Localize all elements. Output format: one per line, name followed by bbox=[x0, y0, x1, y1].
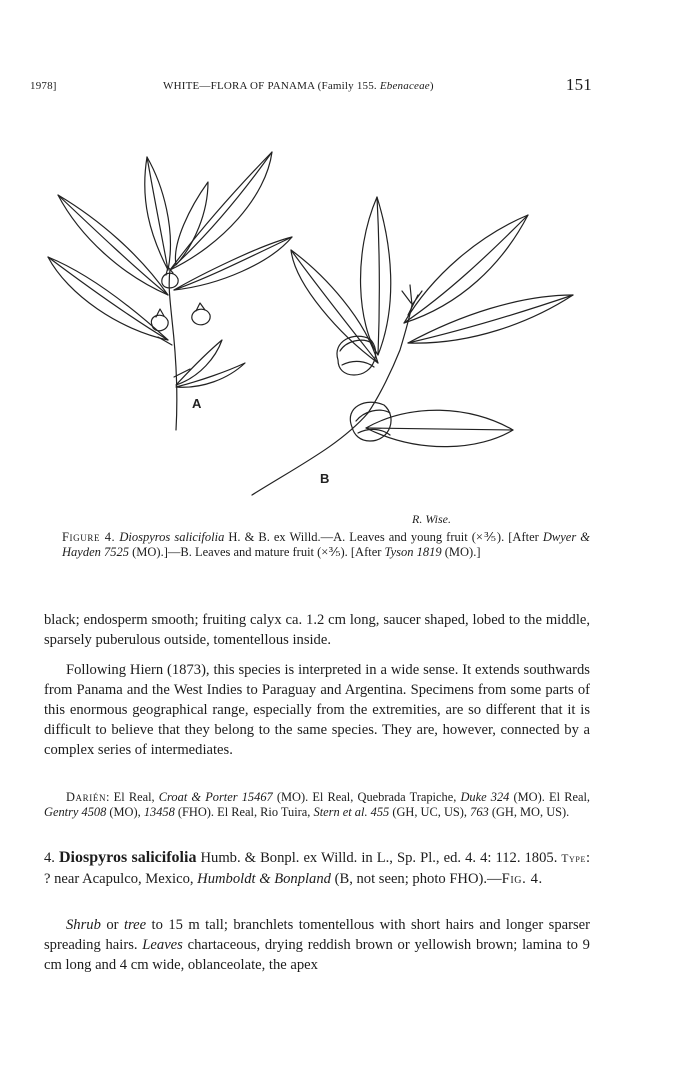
paragraph-fruit-description: black; endosperm smooth; fruiting calyx ca. 1.2 cm long, saucer shaped, lobed to the middle, sparsely puberulous outside, tomentellous inside. bbox=[44, 612, 590, 648]
sprig-a bbox=[48, 152, 292, 430]
leaf bbox=[175, 182, 208, 265]
species-number: 4. bbox=[44, 850, 55, 866]
botanical-illustration bbox=[40, 145, 600, 530]
page-number: 151 bbox=[565, 75, 592, 94]
species-name: Diospyros salicifolia bbox=[59, 849, 197, 866]
figure-label-a: A bbox=[192, 396, 202, 411]
stem-a bbox=[169, 270, 177, 430]
specimen-citations: Darién: El Real, Croat & Porter 15467 (MO). El Real, Quebrada Trapiche, Duke 324 (MO). El Real, Gentry 4508 (MO), 13458 (FHO). El Real, Rio Tuira, Stern et al. 455 (GH, UC, US), 763 (GH, MO, US). bbox=[44, 790, 590, 819]
volume-year: 1978] bbox=[30, 80, 57, 92]
leaf bbox=[404, 215, 528, 323]
young-fruit bbox=[151, 315, 168, 331]
sprig-b bbox=[252, 197, 573, 495]
stem-b bbox=[252, 305, 412, 495]
figure-caption: Figure 4. Diospyros salicifolia H. & B. ex Willd.—A. Leaves and young fruit (×⅗). [After Dwyer & Hayden 7525 (MO).]—B. Leaves and mature fruit (×⅗). [After Tyson 1819 (MO).] bbox=[62, 530, 590, 559]
running-header bbox=[30, 76, 592, 96]
paragraph-morphology: Shrub or tree to 15 m tall; branchlets tomentellous with short hairs and longer sparser spreading hairs. Leaves chartaceous, drying reddish brown or yellowish brown; lamina to 9 cm long and 4 cm wide, oblanceolate, the apex bbox=[44, 917, 590, 973]
leaf bbox=[48, 257, 168, 340]
running-title: WHITE—FLORA OF PANAMA (Family 155. Ebenaceae) bbox=[163, 80, 434, 92]
type-label: Type bbox=[561, 853, 586, 865]
illustrator-signature: R. Wise. bbox=[412, 512, 451, 526]
paragraph-species-discussion: Following Hiern (1873), this species is interpreted in a wide sense. It extends southwards from Panama and the West Indies to Paraguay and Argentina. Specimens from some parts of this enormous geographical range, especially from the extremities, are so different that it is difficult to believe that they belong to the same species. They are, however, connected by a complex series of intermediates. bbox=[44, 662, 590, 758]
leaf bbox=[176, 340, 222, 385]
figure-reference: Fig. 4. bbox=[501, 871, 543, 887]
figure-label-b: B bbox=[320, 471, 330, 486]
leaf bbox=[176, 363, 245, 387]
young-fruit bbox=[192, 309, 210, 325]
species-entry-heading: 4. Diospyros salicifolia Humb. & Bonpl. ex Willd. in L., Sp. Pl., ed. 4. 4: 112. 1805. Type: ? near Acapulco, Mexico, Humboldt & Bonpland (B, not seen; photo FHO).—Fig. 4. bbox=[44, 849, 590, 887]
